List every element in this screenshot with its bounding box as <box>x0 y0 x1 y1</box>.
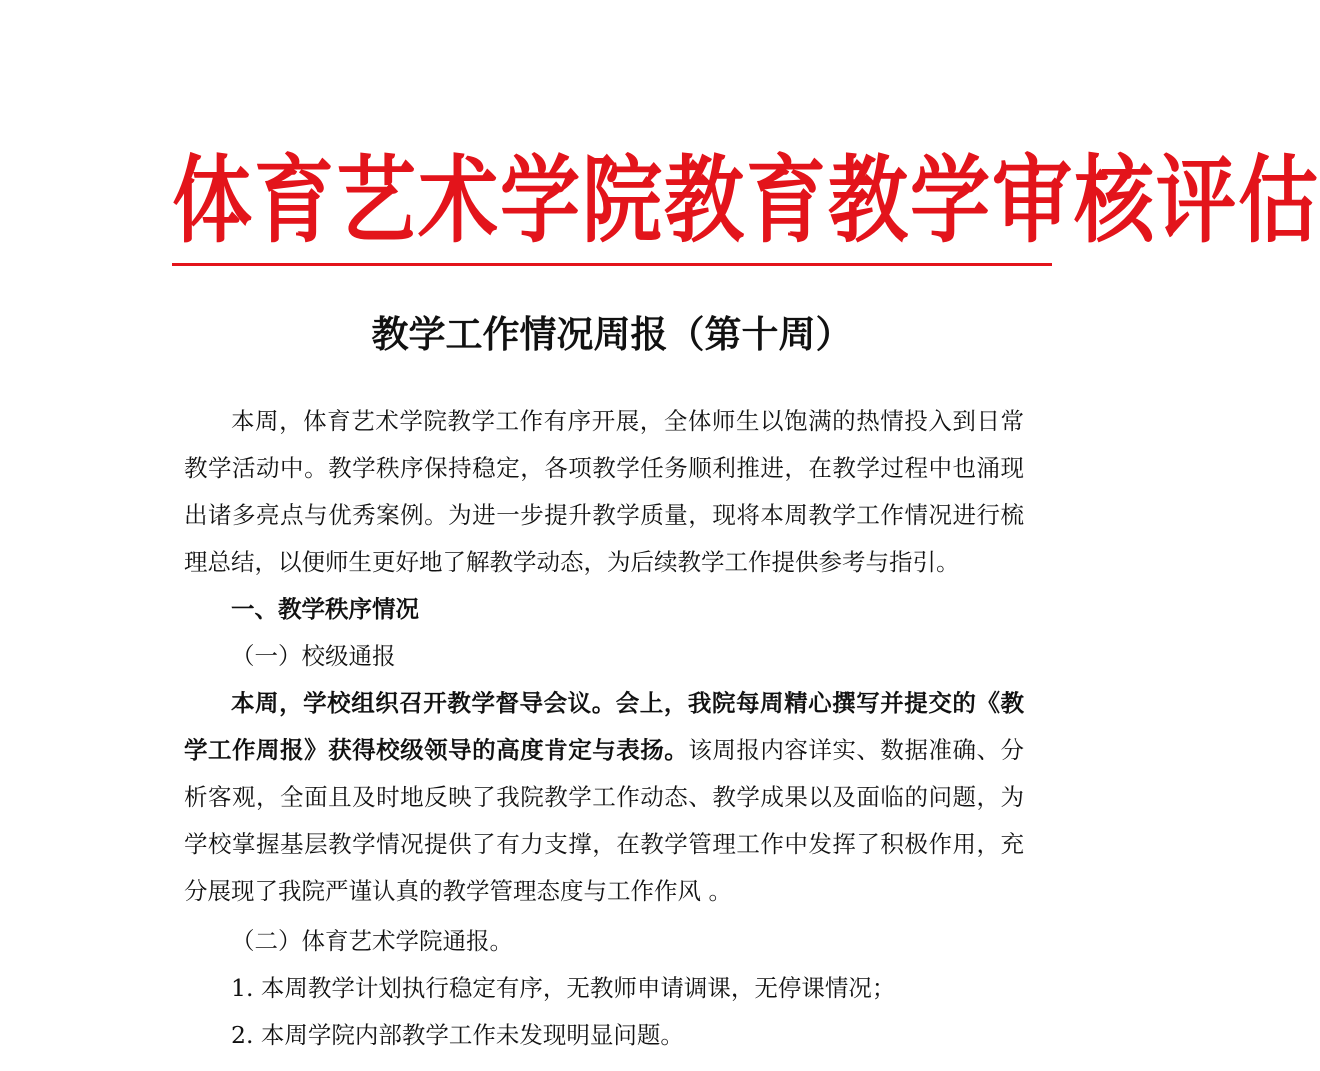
document-title: 教学工作情况周报（第十周） <box>371 313 853 356</box>
section-1-heading: 一、教学秩序情况 <box>231 595 419 623</box>
masthead-title: 体育艺术学院教育教学审核评估 <box>172 145 1320 256</box>
intro-paragraph: 本周，体育艺术学院教学工作有序开展，全体师生以饱满的热情投入到日常教学活动中。教学秩序保持稳定，各项教学任务顺利推进，在教学过程中也涌现出诸多亮点与优秀案例。为进一步提升教学质量，现将本周教学工作情况进行梳理总结，以便师生更好地了解教学动态，为后续教学工作提供参考与指引。 <box>184 407 1024 576</box>
masthead-red-rule <box>172 263 1052 266</box>
school-notice-paragraph <box>184 680 1024 915</box>
school-notice-bold-text: 本周，学校组织召开教学督导会议。会上，我院每周精心撰写并提交的《教学工作周报》获得校级领导的高度肯定与表扬。 <box>184 689 1024 764</box>
subsection-2-heading: （二）体育艺术学院通报。 <box>231 927 513 955</box>
subsection-1-heading: （一）校级通报 <box>231 642 396 670</box>
list-item: 2. 本周学院内部教学工作未发现明显问题。 <box>231 1021 684 1049</box>
list-item: 1. 本周教学计划执行稳定有序，无教师申请调课，无停课情况； <box>231 974 896 1002</box>
document-body <box>184 398 1024 1059</box>
school-notice-text: 该周报内容详实、数据准确、分析客观，全面且及时地反映了我院教学工作动态、教学成果以及面临的问题，为学校掌握基层教学情况提供了有力支撑，在教学管理工作中发挥了积极作用，充分展现了我院严谨认真的教学管理态度与工作作风 。 <box>184 736 1025 905</box>
